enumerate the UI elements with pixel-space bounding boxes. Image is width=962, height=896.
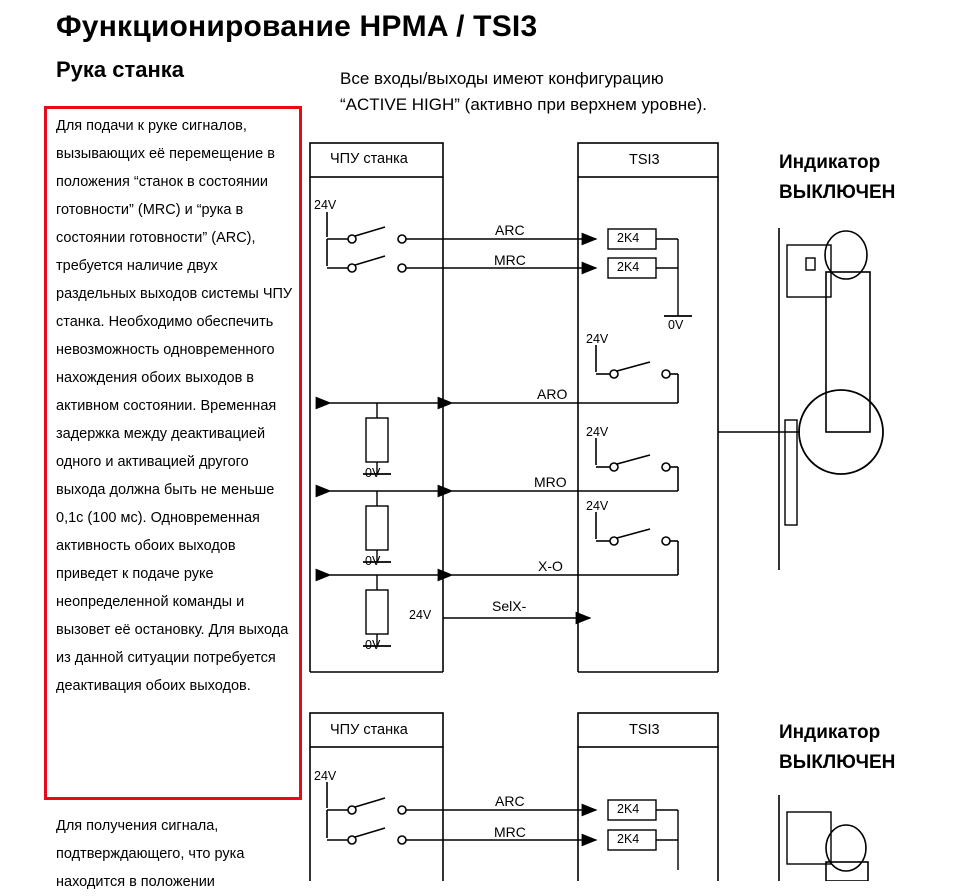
diagram1-switch-source-1: 24V	[586, 332, 609, 346]
diagram1-switch-source-3: 24V	[586, 499, 609, 513]
diagram1-ground-1: 0V	[365, 466, 381, 480]
diagram2-resistor-1: 2K4	[617, 802, 640, 816]
diagram1-ground-2: 0V	[365, 554, 381, 568]
diagram1-indicator-title-2: ВЫКЛЮЧЕН	[779, 182, 896, 203]
diagram2-tsi-box-label: TSI3	[629, 722, 660, 738]
diagram1-resistor-2: 2K4	[617, 260, 640, 274]
diagram2-resistor-2: 2K4	[617, 832, 640, 846]
diagram1-ground-tsi: 0V	[668, 318, 684, 332]
config-note-line1: Все входы/выходы имеют конфигурацию	[340, 69, 664, 88]
diagram2-indicator-title-2: ВЫКЛЮЧЕН	[779, 752, 896, 773]
page-subtitle: Рука станка	[56, 57, 185, 82]
config-note-line2: “ACTIVE HIGH” (активно при верхнем уровне).	[340, 95, 707, 114]
diagram1-cnc-box-label: ЧПУ станка	[330, 151, 408, 167]
diagram1-resistor-1: 2K4	[617, 231, 640, 245]
diagram2-indicator-title-1: Индикатор	[779, 722, 881, 743]
diagram1-indicator-title-1: Индикатор	[779, 152, 881, 173]
diagram1-switch-source-2: 24V	[586, 425, 609, 439]
diagram1-label-mro: MRO	[534, 474, 567, 490]
boxed-paragraph: Для подачи к руке сигналов, вызывающих её перемещение в положения “станок в состоянии готовности” (MRC) и “рука в состоянии готовности” (ARC), требуется наличие двух раздельных выходов системы ЧПУ станка. Необходимо обеспечить невозможность одновременного нахождения обоих выходов в активном состоянии. Временная задержка между деактивацией одного и активацией другого выхода должна быть не меньше 0,1с (100 мс). Одновременная активность обоих выходов приведет к подаче руке неопределенной команды и вызовет её остановку. Для выхода из данной ситуации потребуется деактивация обоих выходов.	[56, 118, 293, 694]
diagram1-ground-3: 0V	[365, 638, 381, 652]
config-note	[340, 66, 840, 118]
diagram1-label-mrc: MRC	[494, 252, 526, 268]
diagram1-label-selx: SelX-	[492, 598, 527, 614]
diagram2-label-mrc: MRC	[494, 824, 526, 840]
below-paragraph: Для получения сигнала, подтверждающего, что рука находится в положении	[56, 818, 245, 890]
diagram1-selx-source: 24V	[409, 608, 432, 622]
page-title: Функционирование HPMA / TSI3	[56, 10, 538, 43]
diagram1-label-xo: X-O	[538, 558, 563, 574]
diagram1-label-arc: ARC	[495, 222, 525, 238]
diagram2-label-arc: ARC	[495, 793, 525, 809]
diagram2-cnc-box-label: ЧПУ станка	[330, 722, 408, 738]
diagram1-24v-source: 24V	[314, 198, 337, 212]
diagram1-tsi-box-label: TSI3	[629, 152, 660, 168]
diagram1-label-aro: ARO	[537, 386, 568, 402]
diagram2-24v-source: 24V	[314, 769, 337, 783]
